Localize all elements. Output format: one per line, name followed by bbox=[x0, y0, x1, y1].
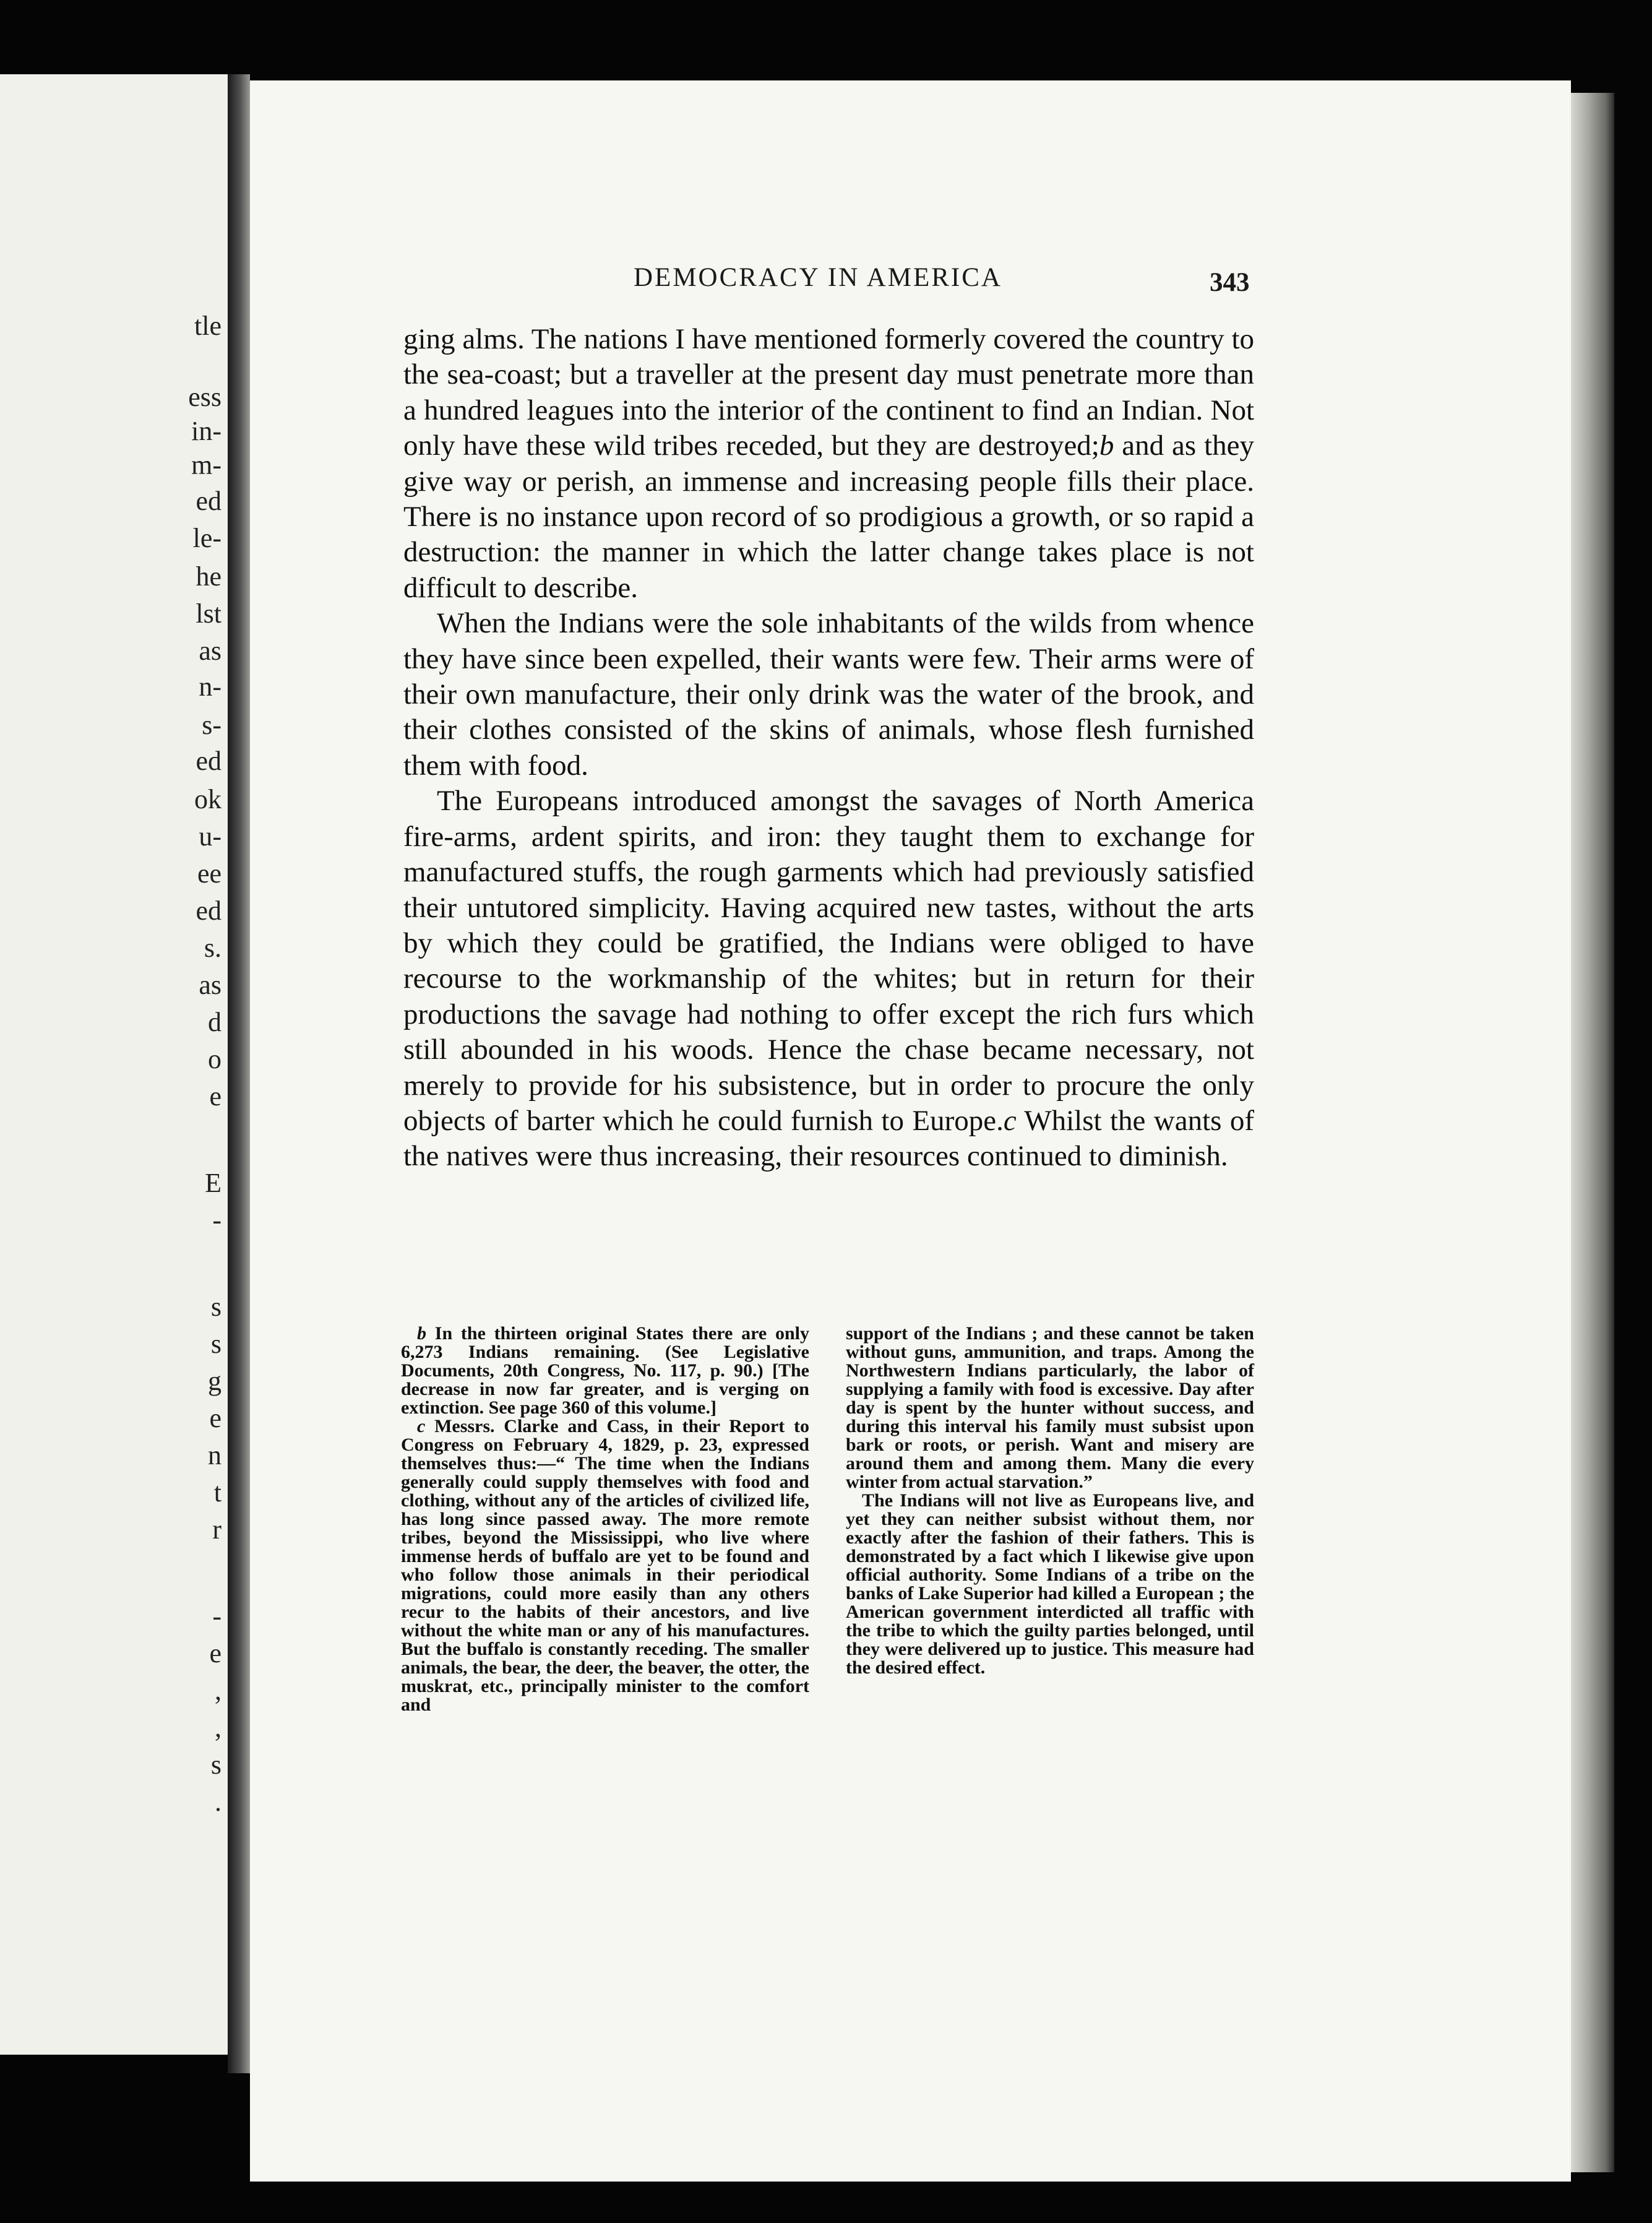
page-edge bbox=[1571, 93, 1614, 2172]
footnote-c-mark: c bbox=[417, 1416, 426, 1436]
left-page-fragment: as bbox=[199, 970, 222, 1000]
left-page-fragment: e bbox=[209, 1403, 222, 1433]
paragraph-1 bbox=[403, 322, 1254, 606]
running-head: DEMOCRACY IN AMERICA bbox=[634, 263, 1002, 292]
left-page-fragment: t bbox=[213, 1477, 222, 1508]
footnote-c-paragraph-2: The Indians will not live as Europeans live, and yet they can neither subsist without them, nor exactly after the fashion of their fathers. This is demonstrated by a fact which I likewise give upon official authority. Some Indians of a tribe on the banks of Lake Superior had killed a European ; the American government interdicted all traffic with the tribe to which the guilty parties belonged, until they were delivered up to justice. This measure had the desired effect. bbox=[846, 1490, 1254, 1678]
left-page-fragment: ed bbox=[196, 746, 222, 776]
left-page-fragment: E bbox=[205, 1168, 222, 1198]
left-page-fragment: - bbox=[212, 1205, 222, 1235]
left-page-fragment: ed bbox=[196, 896, 222, 926]
left-page-fragment: ess bbox=[188, 382, 222, 412]
left-page-fragment: u- bbox=[199, 821, 222, 852]
left-page-fragment: s bbox=[210, 1750, 222, 1780]
paragraph-1-start: ging alms. The nations I have mentioned formerly covered the country to the sea-coast; but a traveller at the present day must penetrate more than a hundred leagues into the interior of the continent to find an Indian. Not only have these wild tribes receded, but they are destroyed; bbox=[403, 323, 1254, 462]
left-page-fragment: s- bbox=[202, 710, 222, 740]
left-page-fragment: s. bbox=[204, 933, 222, 963]
left-page-fragment: n- bbox=[199, 671, 222, 702]
left-page-fragment: ok bbox=[194, 784, 222, 814]
footnote-c bbox=[401, 1417, 809, 1714]
left-page-fragment: , bbox=[215, 1675, 222, 1706]
footnote-c-continued: support of the Indians ; and these cannot be taken without guns, ammunition, and traps. Among the Northwestern Indians particularly, the labor of supplying a family with food is excessive. Day after day is spent by the hunter without success, and during this interval his family must subsist upon bark or roots, or perish. Want and misery are around them and among them. Many die every winter from actual starvation.” bbox=[846, 1323, 1254, 1492]
left-page bbox=[0, 74, 228, 2055]
left-page-fragment: , bbox=[215, 1712, 222, 1743]
left-page-fragment: g bbox=[208, 1366, 222, 1396]
left-page-fragment: ed bbox=[196, 486, 222, 516]
paragraph-3 bbox=[403, 783, 1254, 1174]
left-page-fragment: d bbox=[208, 1007, 222, 1037]
left-page-fragment: le- bbox=[192, 523, 222, 553]
paragraph-3-end: Whilst the wants of the natives were thus increasing, their resources continued to diminish. bbox=[403, 1104, 1254, 1173]
footnote-b-mark: b bbox=[417, 1323, 426, 1344]
left-page-fragment: - bbox=[212, 1601, 222, 1631]
footnote-b bbox=[401, 1324, 809, 1417]
paragraph-2: When the Indians were the sole inhabitants of the wilds from whence they have since been expelled, their wants were few. Their arms were of their own manufacture, their only drink was the water of the brook, and their clothes consisted of the skins of animals, whose flesh furnished them with food. bbox=[403, 607, 1254, 782]
left-page-fragment: lst bbox=[196, 598, 222, 629]
left-page-fragment: s bbox=[210, 1292, 222, 1322]
left-page-fragment: . bbox=[215, 1787, 222, 1817]
footnote-b-text: In the thirteen original States there are only 6,273 Indians remaining. (See Legislative Documents, 20th Congress, No. 117, p. 90.) [The decrease in now far greater, and is verging on extinction. See page 360 of this volume.] bbox=[401, 1323, 809, 1418]
left-page-fragment: in- bbox=[191, 416, 222, 446]
left-page-fragment: m- bbox=[191, 450, 222, 480]
left-page-fragment: tle bbox=[194, 311, 222, 341]
left-page-fragment: n bbox=[208, 1440, 222, 1470]
footnote-column-left bbox=[401, 1324, 809, 1714]
book-gutter bbox=[228, 74, 250, 2073]
left-page-fragment: o bbox=[208, 1044, 222, 1074]
footnote-c-text: Messrs. Clarke and Cass, in their Report to Congress on February 4, 1829, p. 23, expressed themselves thus:—“ The time when the Indians generally could supply themselves with food and clothing, without any of the articles of civilized life, has long since passed away. The more remote tribes, beyond the Mississippi, who live where immense herds of buffalo are yet to be found and who follow those animals in their periodical migrations, could more easily than any others recur to the habits of their ancestors, and live without the white man or any of his manufactures. But the buffalo is constantly receding. The smaller animals, the bear, the deer, the beaver, the otter, the muskrat, etc., principally minister to the comfort and bbox=[401, 1416, 809, 1715]
left-page-fragment: ee bbox=[197, 858, 222, 889]
left-page-fragment: r bbox=[212, 1514, 222, 1545]
left-page-fragment: s bbox=[210, 1329, 222, 1359]
footnote-column-right bbox=[846, 1324, 1254, 1677]
left-page-fragment: as bbox=[199, 636, 222, 666]
main-text bbox=[403, 322, 1254, 1175]
left-page-fragment: e bbox=[209, 1081, 222, 1112]
left-page-fragment: e bbox=[209, 1638, 222, 1668]
footnote-ref-b: b bbox=[1099, 429, 1114, 462]
footnote-ref-c: c bbox=[1003, 1104, 1017, 1137]
left-page-fragment: he bbox=[196, 561, 222, 592]
paragraph-1-end: and as they give way or perish, an immense and increasing people fills their place. There is no instance upon record of so prodigious a growth, or so rapid a destruction: the manner in which the latter change takes place is not difficult to describe. bbox=[403, 429, 1254, 604]
paragraph-3-start: The Europeans introduced amongst the savages of North America fire-arms, ardent spirits, and iron: they taught them to exchange for manufactured stuffs, the rough garments which had previously satisfied their untutored simplicity. Having acquired new tastes, without the arts by which they could be gratified, the Indians were obliged to have recourse to the workmanship of the whites; but in return for their productions the savage had nothing to offer except the rich furs which still abounded in his woods. Hence the chase became necessary, not merely to provide for his subsistence, but in order to procure the only objects of barter which he could furnish to Europe. bbox=[403, 785, 1254, 1137]
page-number: 343 bbox=[1210, 268, 1250, 297]
